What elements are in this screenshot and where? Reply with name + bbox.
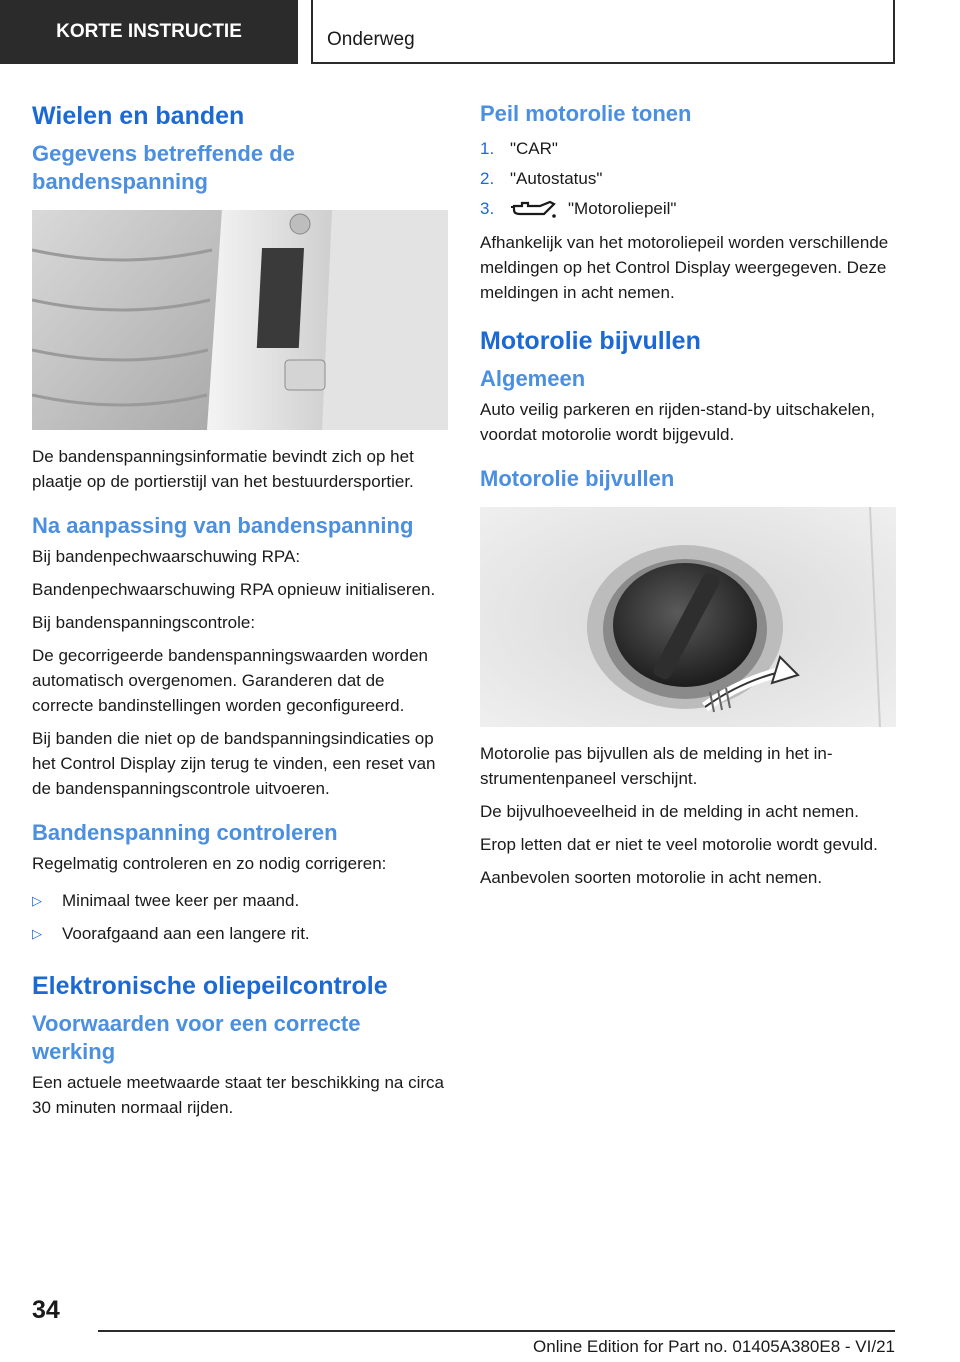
text-messages: Afhankelijk van het motoroliepeil worden verschillende meldingen op het Control Display weergegeven. Deze meldingen in acht nemen. bbox=[480, 233, 889, 302]
heading-topup: Motorolie bijvullen bbox=[480, 327, 701, 355]
footer-divider bbox=[98, 1330, 895, 1332]
text-rpa-action: Bandenpechwaarschuwing RPA opnieuw initialiseren. bbox=[32, 580, 436, 599]
page-number: 34 bbox=[32, 1296, 60, 1324]
text-check: Regelmatig controleren en zo nodig corrigeren: bbox=[32, 854, 387, 873]
triangle-bullet-icon: ▷ bbox=[32, 893, 42, 908]
heading-conditions: Voorwaarden voor een correcte werking bbox=[32, 1011, 361, 1064]
list-item: ▷ Voorafgaand aan een langere rit. bbox=[32, 917, 448, 950]
heading-oil-check: Elektronische oliepeilcontrole bbox=[32, 972, 388, 1000]
section-tab: KORTE INSTRUCTIE bbox=[0, 0, 298, 64]
right-column bbox=[480, 100, 896, 898]
text-tpm-action: De gecorrigeerde bandenspanningswaarden worden automatisch overgenomen. Garanderen dat de correcte bandinstellingen worden geconfigureerd. bbox=[32, 646, 428, 715]
text-amount: De bijvulhoeveelheid in de melding in acht nemen. bbox=[480, 802, 859, 821]
chapter-tab-label: Onderweg bbox=[327, 29, 415, 50]
door-pillar-photo bbox=[32, 210, 448, 430]
list-item: 1. "CAR" bbox=[480, 139, 558, 158]
check-list bbox=[32, 884, 448, 950]
steps-list bbox=[480, 134, 896, 224]
heading-topup-sub: Motorolie bijvullen bbox=[480, 466, 675, 491]
triangle-bullet-icon: ▷ bbox=[32, 926, 42, 941]
heading-show-level: Peil motorolie tonen bbox=[480, 101, 692, 126]
chapter-tab bbox=[311, 0, 895, 64]
heading-general: Algemeen bbox=[480, 366, 586, 391]
oil-can-icon bbox=[510, 198, 556, 220]
list-item: 3. "Motoroliepeil" bbox=[480, 199, 677, 218]
heading-wheels: Wielen en banden bbox=[32, 102, 245, 130]
text-general: Auto veilig parkeren en rijden-stand-by uitschakelen, voordat motorolie wordt bijgevuld. bbox=[480, 400, 876, 444]
left-column bbox=[32, 100, 448, 1128]
heading-after-adjust: Na aanpassing van bandenspanning bbox=[32, 513, 414, 538]
heading-tire-data: Gegevens betreffende de bandenspanning bbox=[32, 141, 295, 194]
text-not-too-much: Erop letten dat er niet te veel motorolie wordt gevuld. bbox=[480, 835, 878, 854]
list-item: ▷ Minimaal twee keer per maand. bbox=[32, 884, 448, 917]
list-item: 2. "Autostatus" bbox=[480, 169, 603, 188]
text-tpm-label: Bij bandenspanningscontrole: bbox=[32, 613, 256, 632]
text-tire-info: De bandenspanningsinformatie bevindt zich op het plaatje op de portierstijl van het bestuurdersportier. bbox=[32, 447, 414, 491]
text-conditions: Een actuele meetwaarde staat ter beschikking na circa 30 minuten normaal rijden. bbox=[32, 1073, 445, 1117]
text-tpm-other: Bij banden die niet op de bandspanningsindicaties op het Control Display zijn terug te vinden, een reset van de bandenspanningscontrole uitvoeren. bbox=[32, 729, 436, 798]
oil-filler-cap-photo bbox=[480, 507, 896, 727]
footer-edition: Online Edition for Part no. 01405A380E8 - VI/21 bbox=[533, 1337, 895, 1356]
text-recommended: Aanbevolen soorten motorolie in acht nemen. bbox=[480, 868, 823, 887]
text-when: Motorolie pas bijvullen als de melding in het instrumentenpaneel verschijnt. bbox=[480, 744, 833, 788]
text-rpa-label: Bij bandenpechwaarschuwing RPA: bbox=[32, 547, 301, 566]
heading-check-pressure: Bandenspanning controleren bbox=[32, 820, 338, 845]
